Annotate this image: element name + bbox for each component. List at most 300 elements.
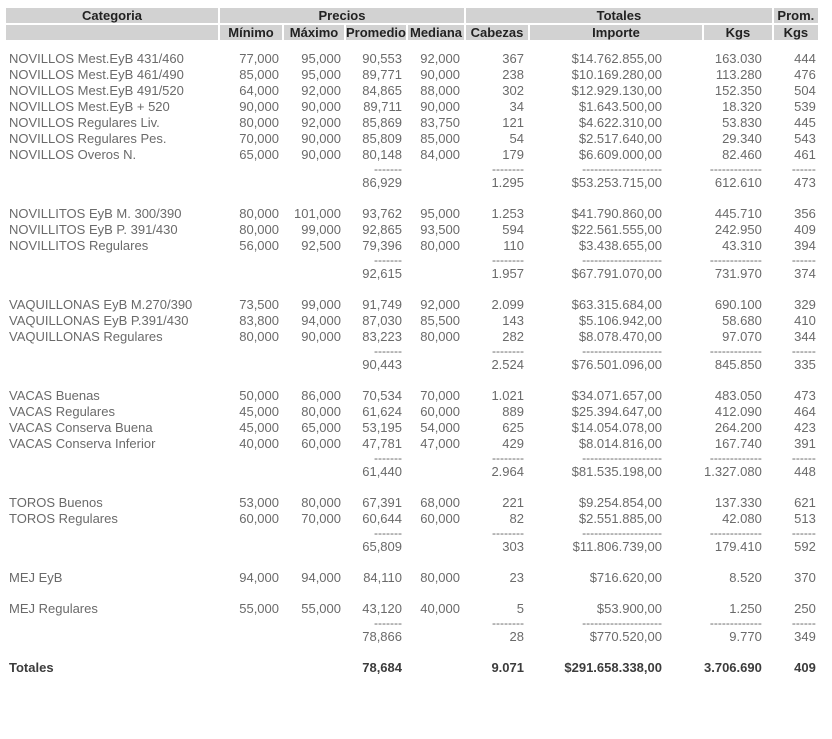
cell-kgs: 163.030 [714, 51, 762, 66]
cell-med: 85,000 [420, 131, 460, 146]
cell-pk: 391 [794, 436, 816, 451]
header-group-prom: Prom. [774, 8, 818, 23]
cell-max: 94,000 [301, 313, 341, 328]
cell-min: 77,000 [239, 51, 279, 66]
cell-max: 94,000 [301, 570, 341, 585]
cell-imp: $81.535.198,00 [571, 464, 662, 479]
subtotal-row-novillos [6, 176, 818, 190]
cell-med [408, 528, 464, 538]
cell-imp: $8.078.470,00 [578, 329, 662, 344]
cell-prom: 85,869 [362, 115, 402, 130]
cell-pk: 409 [794, 660, 816, 675]
table-row-novillos [6, 68, 818, 82]
cell-cat: NOVILLOS Mest.EyB 431/460 [9, 51, 184, 66]
cell-cab: 2.524 [491, 357, 524, 372]
separator-row [6, 164, 818, 174]
cell-pk: 444 [794, 51, 816, 66]
cell-min [220, 346, 282, 356]
cell-imp: -------------------- [582, 161, 662, 176]
cell-prom: 43,120 [362, 601, 402, 616]
cell-imp: $8.014.816,00 [578, 436, 662, 451]
cell-kgs: 58.680 [722, 313, 762, 328]
cell-max [284, 465, 344, 479]
cell-pk: 504 [794, 83, 816, 98]
cell-min: 80,000 [239, 206, 279, 221]
cell-prom: 93,762 [362, 206, 402, 221]
cell-max [284, 267, 344, 281]
table-row-vacas [6, 437, 818, 451]
cell-cat: VAQUILLONAS EyB P.391/430 [9, 313, 189, 328]
cell-min [220, 164, 282, 174]
cell-cat: NOVILLITOS EyB P. 391/430 [9, 222, 178, 237]
header-promedio: Promedio [346, 25, 406, 40]
cell-cab: -------- [492, 450, 524, 465]
price-report-table [4, 6, 820, 677]
cell-max [284, 540, 344, 554]
cell-min: 83,800 [239, 313, 279, 328]
cell-med [408, 630, 464, 644]
cell-max: 60,000 [301, 436, 341, 451]
cell-prom: ------- [374, 161, 402, 176]
cell-pk: 374 [794, 266, 816, 281]
cell-cab: 54 [509, 131, 524, 146]
subtotal-row-vacas [6, 465, 818, 479]
cell-imp: $14.762.855,00 [571, 51, 662, 66]
header-mediana: Mediana [409, 25, 462, 40]
spacer-row [6, 374, 818, 387]
cell-kgs: ------------- [709, 343, 762, 358]
cell-max [284, 176, 344, 190]
cell-pk: 356 [794, 206, 816, 221]
header-importe: Importe [530, 25, 702, 40]
cell-cat: VACAS Conserva Inferior [9, 436, 156, 451]
cell-med: 47,000 [420, 436, 460, 451]
cell-cab: -------- [492, 343, 524, 358]
header-maximo: Máximo [284, 25, 344, 40]
cell-imp: $53.900,00 [596, 601, 662, 616]
cell-max [284, 346, 344, 356]
spacer-row [6, 646, 818, 659]
cell-imp: $53.253.715,00 [571, 175, 662, 190]
spacer-row [6, 587, 818, 600]
cell-pk: 513 [794, 511, 816, 526]
cell-med: 88,000 [420, 83, 460, 98]
cell-prom: ------- [374, 525, 402, 540]
cell-cat: NOVILLITOS EyB M. 300/390 [9, 206, 182, 221]
cell-med: 92,000 [420, 51, 460, 66]
cell-med: 95,000 [420, 206, 460, 221]
cell-cat [6, 618, 218, 628]
cell-max: 86,000 [301, 388, 341, 403]
cell-prom: 85,809 [362, 131, 402, 146]
cell-kgs: 43.310 [722, 238, 762, 253]
cell-pk: 344 [794, 329, 816, 344]
cell-med [408, 453, 464, 463]
cell-prom: 80,148 [362, 147, 402, 162]
cell-min: 73,500 [239, 297, 279, 312]
cell-prom: 87,030 [362, 313, 402, 328]
cell-imp: $2.517.640,00 [578, 131, 662, 146]
cell-pk: 329 [794, 297, 816, 312]
cell-cab: 28 [509, 629, 524, 644]
cell-max: 80,000 [301, 495, 341, 510]
table-row-mej [6, 571, 818, 585]
cell-kgs: 9.770 [729, 629, 762, 644]
cell-med [408, 358, 464, 372]
cell-imp: $12.929.130,00 [571, 83, 662, 98]
totals-row [6, 661, 818, 675]
spacer-cell [6, 646, 818, 659]
cell-med [408, 267, 464, 281]
cell-cat [6, 176, 218, 190]
cell-pk: 409 [794, 222, 816, 237]
cell-max: 99,000 [301, 222, 341, 237]
cell-cat: NOVILLOS Regulares Pes. [9, 131, 167, 146]
cell-pk: 476 [794, 67, 816, 82]
cell-cab: 2.099 [491, 297, 524, 312]
cell-max: 90,000 [301, 131, 341, 146]
cell-min [220, 267, 282, 281]
table-row-novillos [6, 116, 818, 130]
cell-min: 60,000 [239, 511, 279, 526]
cell-min: 85,000 [239, 67, 279, 82]
table-row-novillos [6, 52, 818, 66]
cell-prom: 67,391 [362, 495, 402, 510]
cell-imp: $14.054.078,00 [571, 420, 662, 435]
cell-med [408, 346, 464, 356]
cell-kgs: 53.830 [722, 115, 762, 130]
cell-min: 55,000 [239, 601, 279, 616]
cell-max: 70,000 [301, 511, 341, 526]
table-row-vaquillonas [6, 314, 818, 328]
cell-cat [6, 358, 218, 372]
cell-prom: ------- [374, 450, 402, 465]
cell-min [220, 630, 282, 644]
cell-kgs: 179.410 [714, 539, 762, 554]
cell-prom: 86,929 [362, 175, 402, 190]
cell-cab: 5 [516, 601, 524, 616]
table-row-novillitos [6, 239, 818, 253]
cell-pk: 423 [794, 420, 816, 435]
cell-med [408, 661, 464, 675]
spacer-row [6, 192, 818, 205]
cell-kgs: 1.250 [729, 601, 762, 616]
cell-cat: VAQUILLONAS Regulares [9, 329, 163, 344]
cell-max: 92,500 [301, 238, 341, 253]
subtotal-row-novillitos [6, 267, 818, 281]
cell-cab: 367 [502, 51, 524, 66]
cell-max [284, 618, 344, 628]
cell-prom: 83,223 [362, 329, 402, 344]
cell-max [284, 164, 344, 174]
cell-min: 65,000 [239, 147, 279, 162]
spacer-cell [6, 374, 818, 387]
cell-med: 85,500 [420, 313, 460, 328]
cell-imp: $67.791.070,00 [571, 266, 662, 281]
cell-kgs: 82.460 [722, 147, 762, 162]
cell-prom: 61,624 [362, 404, 402, 419]
cell-cat [6, 528, 218, 538]
cell-kgs: 445.710 [714, 206, 762, 221]
cell-med: 80,000 [420, 238, 460, 253]
cell-pk: 394 [794, 238, 816, 253]
cell-cab: 889 [502, 404, 524, 419]
cell-prom: 92,865 [362, 222, 402, 237]
cell-kgs: 18.320 [722, 99, 762, 114]
header-group-precios: Precios [220, 8, 464, 23]
cell-imp: -------------------- [582, 525, 662, 540]
cell-cat [6, 630, 218, 644]
table-row-novillitos [6, 207, 818, 221]
separator-row [6, 453, 818, 463]
cell-min: 80,000 [239, 329, 279, 344]
cell-prom: ------- [374, 343, 402, 358]
cell-pk: 464 [794, 404, 816, 419]
cell-max: 80,000 [301, 404, 341, 419]
cell-cab: 221 [502, 495, 524, 510]
cell-min: 40,000 [239, 436, 279, 451]
cell-cat [6, 255, 218, 265]
cell-cab: -------- [492, 525, 524, 540]
header-empty-cell [6, 25, 218, 40]
cell-pk: 335 [794, 357, 816, 372]
cell-med [408, 176, 464, 190]
cell-min: 64,000 [239, 83, 279, 98]
cell-imp: $22.561.555,00 [571, 222, 662, 237]
cell-imp: $34.071.657,00 [571, 388, 662, 403]
cell-min: 50,000 [239, 388, 279, 403]
cell-med: 60,000 [420, 511, 460, 526]
cell-min: 70,000 [239, 131, 279, 146]
cell-cat: VACAS Regulares [9, 404, 115, 419]
cell-prom: 47,781 [362, 436, 402, 451]
cell-imp: $716.620,00 [589, 570, 662, 585]
cell-cab: 1.021 [491, 388, 524, 403]
cell-cab: -------- [492, 252, 524, 267]
cell-prom: 90,443 [362, 357, 402, 372]
cell-min [220, 618, 282, 628]
cell-kgs: 483.050 [714, 388, 762, 403]
cell-max [284, 630, 344, 644]
cell-cab: 82 [509, 511, 524, 526]
separator-row [6, 528, 818, 538]
cell-pk: 473 [794, 175, 816, 190]
cell-cab: 303 [502, 539, 524, 554]
spacer-cell [6, 42, 818, 50]
cell-min: 94,000 [239, 570, 279, 585]
table-row-novillos [6, 132, 818, 146]
header-group-row [6, 8, 818, 23]
cell-min: 45,000 [239, 404, 279, 419]
cell-kgs: 242.950 [714, 222, 762, 237]
cell-cab: 179 [502, 147, 524, 162]
cell-pk: 349 [794, 629, 816, 644]
cell-cab: 594 [502, 222, 524, 237]
spacer-row [6, 481, 818, 494]
cell-min: 90,000 [239, 99, 279, 114]
cell-cab: -------- [492, 615, 524, 630]
totals-label: Totales [9, 660, 54, 675]
spacer-row [6, 42, 818, 50]
cell-cab: 625 [502, 420, 524, 435]
cell-cab: 23 [509, 570, 524, 585]
cell-imp: -------------------- [582, 450, 662, 465]
cell-kgs: 3.706.690 [704, 660, 762, 675]
cell-cat [6, 540, 218, 554]
cell-max: 95,000 [301, 51, 341, 66]
cell-max: 99,000 [301, 297, 341, 312]
cell-pk: ------ [791, 161, 816, 176]
cell-max: 101,000 [294, 206, 341, 221]
table-row-novillos [6, 100, 818, 114]
cell-imp: $1.643.500,00 [578, 99, 662, 114]
cell-cab: 2.964 [491, 464, 524, 479]
separator-row [6, 255, 818, 265]
header-group-totales: Totales [466, 8, 772, 23]
cell-cat: TOROS Regulares [9, 511, 118, 526]
cell-imp: $2.551.885,00 [578, 511, 662, 526]
cell-imp: -------------------- [582, 615, 662, 630]
cell-cab: 282 [502, 329, 524, 344]
cell-med [408, 465, 464, 479]
cell-cab: 34 [509, 99, 524, 114]
cell-max [284, 453, 344, 463]
cell-cat [6, 164, 218, 174]
cell-max [284, 661, 344, 675]
cell-pk: 410 [794, 313, 816, 328]
cell-med [408, 618, 464, 628]
cell-cat: NOVILLOS Overos N. [9, 147, 137, 162]
cell-kgs: 152.350 [714, 83, 762, 98]
cell-med [408, 164, 464, 174]
cell-imp: $41.790.860,00 [571, 206, 662, 221]
header-cabezas: Cabezas [466, 25, 528, 40]
cell-min: 80,000 [239, 222, 279, 237]
cell-cat: NOVILLOS Mest.EyB 461/490 [9, 67, 184, 82]
cell-pk: 370 [794, 570, 816, 585]
cell-prom: 92,615 [362, 266, 402, 281]
cell-med: 83,750 [420, 115, 460, 130]
cell-max: 55,000 [301, 601, 341, 616]
cell-pk: ------ [791, 343, 816, 358]
cell-imp: $3.438.655,00 [578, 238, 662, 253]
cell-cat [6, 267, 218, 281]
cell-pk: ------ [791, 525, 816, 540]
spacer-cell [6, 283, 818, 296]
cell-imp: $25.394.647,00 [571, 404, 662, 419]
cell-imp: $76.501.096,00 [571, 357, 662, 372]
cell-imp: $5.106.942,00 [578, 313, 662, 328]
cell-min: 56,000 [239, 238, 279, 253]
cell-max: 90,000 [301, 329, 341, 344]
cell-med: 60,000 [420, 404, 460, 419]
cell-imp: -------------------- [582, 343, 662, 358]
cell-kgs: 845.850 [714, 357, 762, 372]
cell-cab: 121 [502, 115, 524, 130]
cell-prom: 84,110 [363, 570, 402, 585]
cell-max: 65,000 [301, 420, 341, 435]
cell-cab: 1.295 [491, 175, 524, 190]
cell-cab: 110 [503, 238, 524, 253]
cell-pk: 461 [794, 147, 816, 162]
cell-kgs: 8.520 [729, 570, 762, 585]
cell-min [220, 540, 282, 554]
cell-prom: 89,771 [362, 67, 402, 82]
cell-prom: ------- [374, 252, 402, 267]
cell-min [220, 661, 282, 675]
cell-kgs: 113.280 [715, 67, 762, 82]
cell-prom: 89,711 [363, 99, 402, 114]
cell-prom: 78,866 [362, 629, 402, 644]
cell-pk: 543 [794, 131, 816, 146]
cell-max: 92,000 [301, 83, 341, 98]
cell-min [220, 453, 282, 463]
cell-med [408, 540, 464, 554]
cell-imp: $6.609.000,00 [578, 147, 662, 162]
cell-max: 95,000 [301, 67, 341, 82]
cell-max: 92,000 [301, 115, 341, 130]
cell-cat: VACAS Conserva Buena [9, 420, 153, 435]
cell-kgs: 167.740 [714, 436, 762, 451]
cell-cat: MEJ EyB [9, 570, 63, 585]
cell-imp: $4.622.310,00 [578, 115, 662, 130]
cell-prom: 78,684 [362, 660, 402, 675]
cell-prom: 53,195 [362, 420, 402, 435]
table-row-toros [6, 496, 818, 510]
cell-med: 54,000 [420, 420, 460, 435]
table-body [6, 42, 818, 675]
cell-kgs: ------------- [709, 615, 762, 630]
cell-med: 40,000 [420, 601, 460, 616]
cell-max [284, 528, 344, 538]
cell-kgs: 42.080 [722, 511, 762, 526]
cell-cat: NOVILLOS Regulares Liv. [9, 115, 160, 130]
cell-pk: ------ [791, 615, 816, 630]
cell-prom: 91,749 [362, 297, 402, 312]
cell-med: 80,000 [420, 570, 460, 585]
cell-max [284, 358, 344, 372]
cell-kgs: ------------- [709, 525, 762, 540]
table-row-vaquillonas [6, 298, 818, 312]
cell-cab: 143 [502, 313, 524, 328]
table-header [6, 8, 818, 40]
cell-kgs: 612.610 [714, 175, 762, 190]
subtotal-row-vaquillonas [6, 358, 818, 372]
cell-kgs: 731.970 [714, 266, 762, 281]
cell-cab: 302 [502, 83, 524, 98]
cell-cat [6, 453, 218, 463]
cell-cab: 1.957 [491, 266, 524, 281]
cell-med: 90,000 [420, 67, 460, 82]
cell-med [408, 255, 464, 265]
spacer-cell [6, 192, 818, 205]
header-minimo: Mínimo [220, 25, 282, 40]
cell-max: 90,000 [301, 147, 341, 162]
cell-kgs: ------------- [709, 252, 762, 267]
table-row-vacas [6, 389, 818, 403]
cell-max [284, 255, 344, 265]
cell-prom: 90,553 [362, 51, 402, 66]
cell-min [220, 176, 282, 190]
cell-pk: 592 [794, 539, 816, 554]
cell-imp: $770.520,00 [589, 629, 662, 644]
cell-min [220, 358, 282, 372]
cell-pk: 250 [794, 601, 816, 616]
cell-med: 93,500 [420, 222, 460, 237]
cell-kgs: 1.327.080 [704, 464, 762, 479]
cell-min: 80,000 [239, 115, 279, 130]
cell-imp: $11.806.739,00 [572, 539, 662, 554]
